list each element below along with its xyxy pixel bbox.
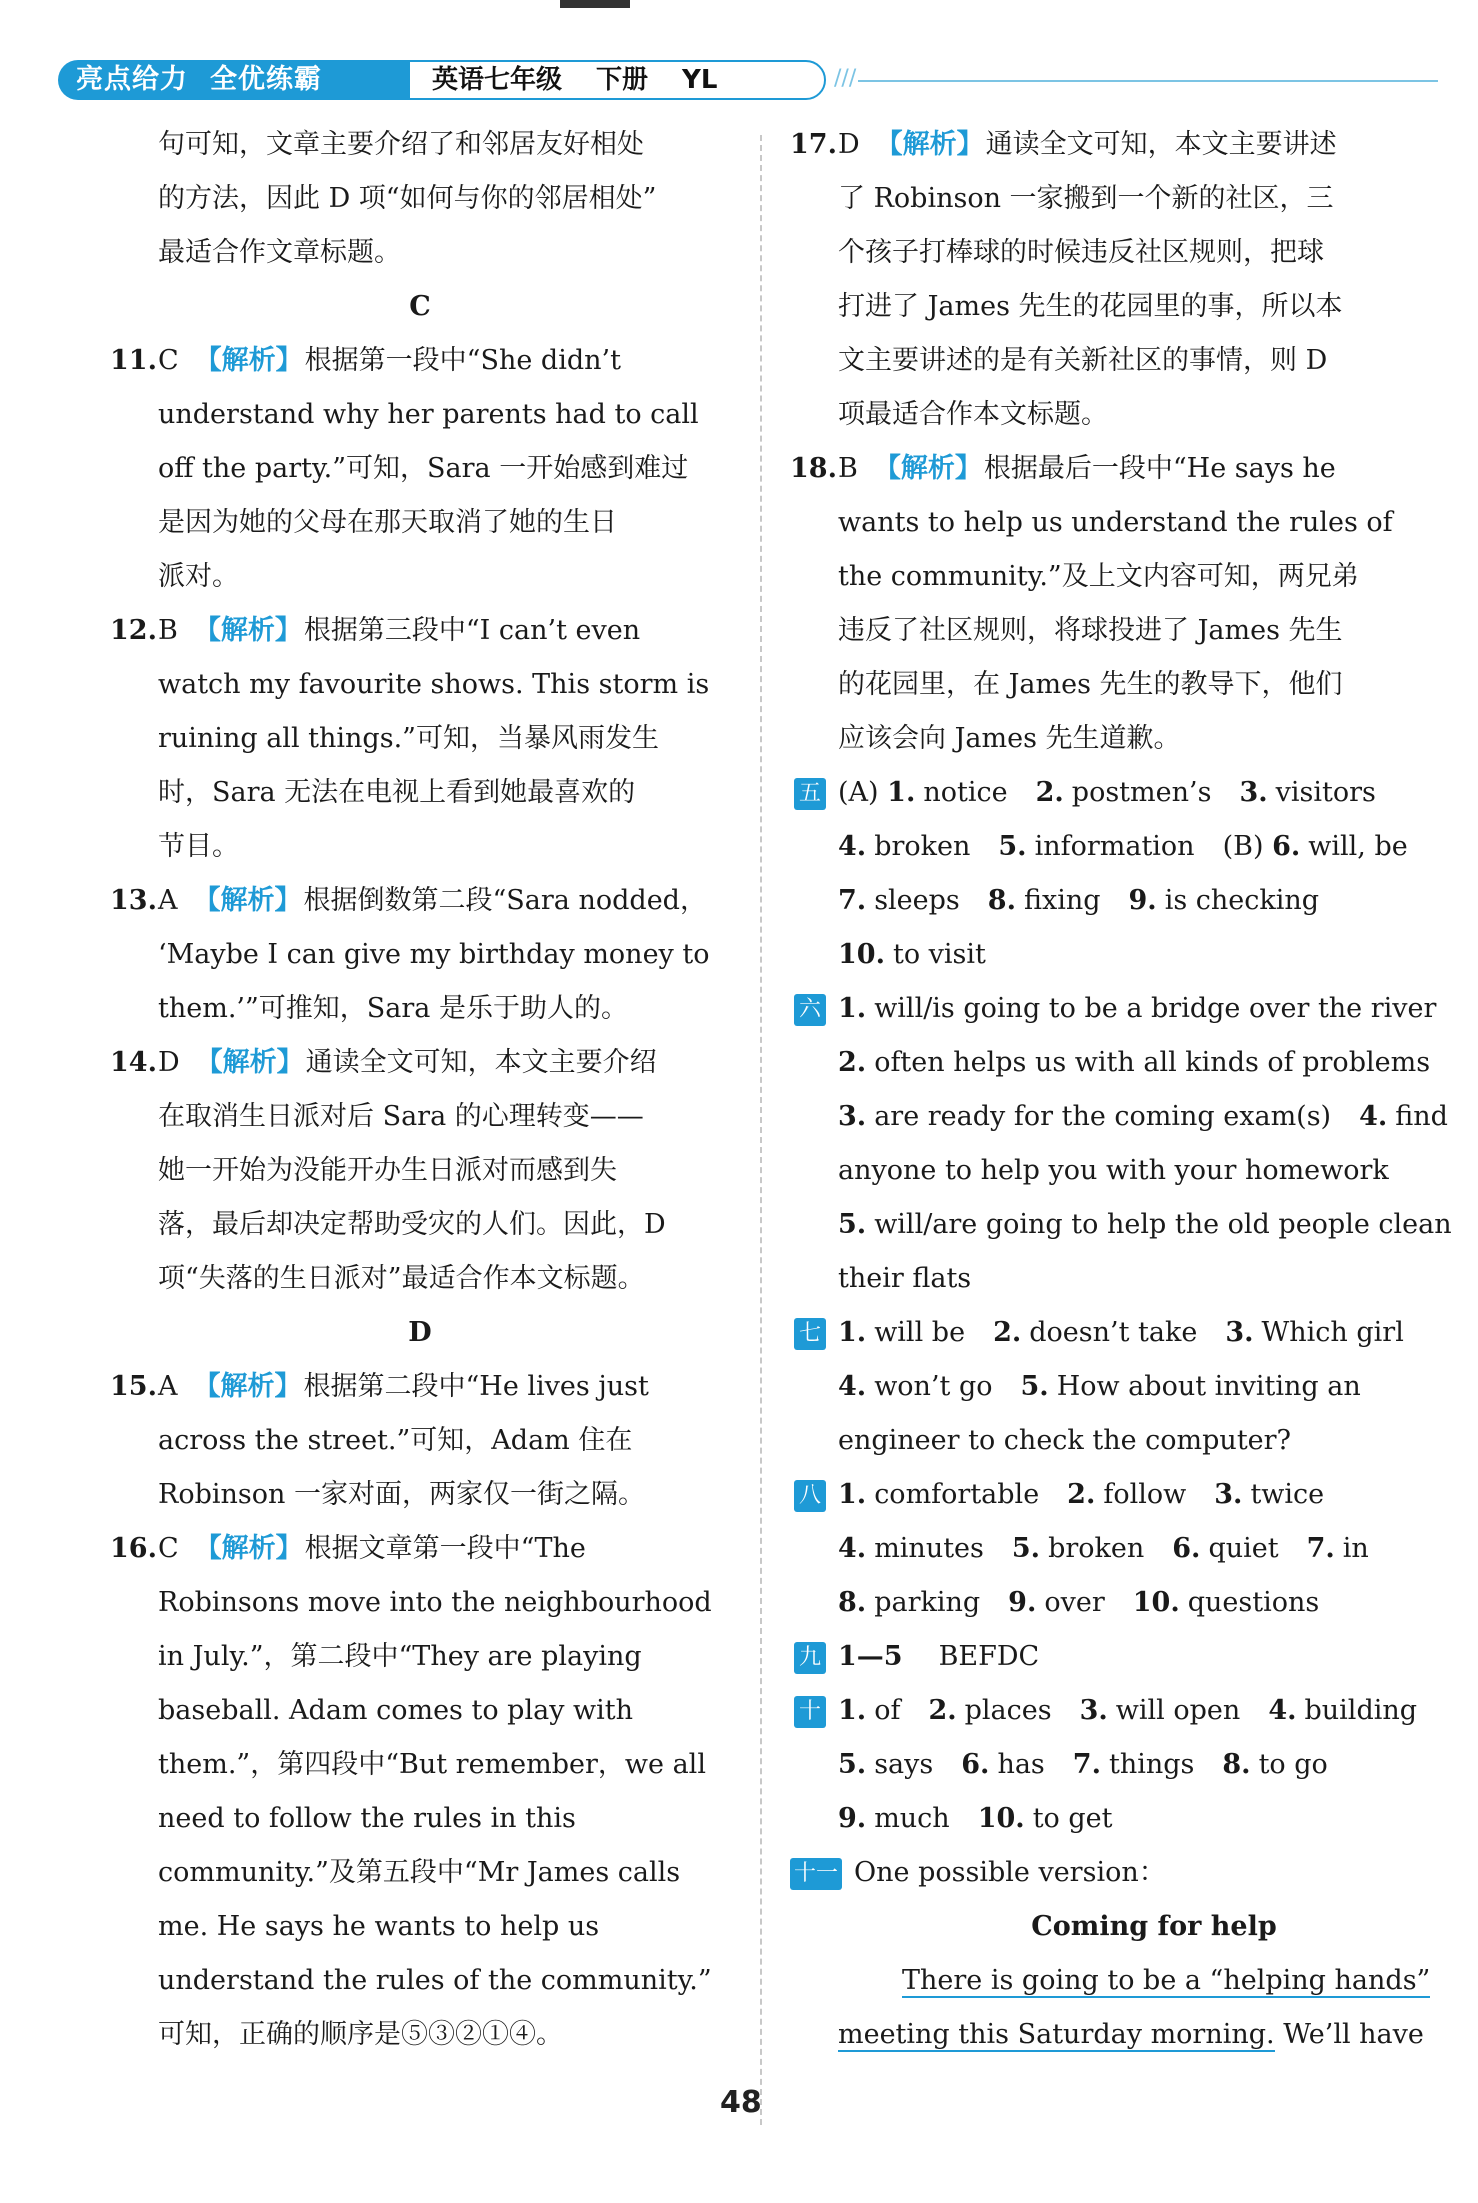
left-column bbox=[110, 118, 730, 2062]
answer-letter: D bbox=[838, 129, 860, 160]
section-11 bbox=[790, 1846, 1470, 1900]
part-label: (A) bbox=[838, 777, 879, 808]
essay-underlined-text: meeting this Saturday morning. bbox=[838, 2019, 1275, 2050]
item-answer: much bbox=[874, 1803, 950, 1834]
brand-banner bbox=[58, 60, 408, 100]
item-answer: things bbox=[1108, 1749, 1195, 1780]
item-number: 3. bbox=[1239, 777, 1268, 808]
item-answer: of bbox=[874, 1695, 901, 1726]
explanation-line: understand why her parents had to call bbox=[158, 399, 699, 430]
explanation-line: 节目。 bbox=[158, 831, 239, 862]
explanation-line: ruining all things.”可知，当暴风雨发生 bbox=[158, 723, 659, 754]
answer-letter: C bbox=[158, 1533, 179, 1564]
explanation-line: 落，最后却决定帮助受灾的人们。因此，D bbox=[158, 1209, 666, 1240]
column-divider bbox=[760, 135, 762, 2125]
explanation-line: 根据文章第一段中“The bbox=[304, 1533, 586, 1564]
essay-text: We’ll have bbox=[1274, 2019, 1424, 2050]
item-answer: visitors bbox=[1275, 777, 1376, 808]
explanation-line: 项最适合作本文标题。 bbox=[838, 399, 1108, 430]
item-number: 2. bbox=[993, 1317, 1022, 1348]
item-answer: broken bbox=[874, 831, 971, 862]
item-number: 9. bbox=[838, 1803, 867, 1834]
item-number: 5. bbox=[1020, 1371, 1049, 1402]
brand-title-2: 全优练霸 bbox=[210, 64, 322, 95]
item-answer: their flats bbox=[838, 1263, 972, 1294]
item-answer: comfortable bbox=[874, 1479, 1040, 1510]
section-heading-d: D bbox=[408, 1317, 432, 1348]
section-badge: 九 bbox=[794, 1642, 826, 1674]
question-number: 15. bbox=[110, 1371, 157, 1402]
explanation-line: in July.”，第二段中“They are playing bbox=[158, 1641, 642, 1672]
item-number: 4. bbox=[838, 831, 867, 862]
item-answer: to go bbox=[1258, 1749, 1328, 1780]
explanation-line: 文主要讲述的是有关新社区的事情，则 D bbox=[838, 345, 1328, 376]
section-8 bbox=[790, 1468, 1470, 1630]
item-answer: will open bbox=[1115, 1695, 1241, 1726]
item-number: 10. bbox=[977, 1803, 1025, 1834]
explanation-line: 根据第二段中“He lives just bbox=[303, 1371, 649, 1402]
item-answer: broken bbox=[1048, 1533, 1145, 1564]
item-answer: postmen’s bbox=[1071, 777, 1212, 808]
explanation-line: 通读全文可知，本文主要讲述 bbox=[985, 129, 1337, 160]
explanation-line: understand the rules of the community.” bbox=[158, 1965, 712, 1996]
explanation-line: 时，Sara 无法在电视上看到她最喜欢的 bbox=[158, 777, 636, 808]
item-number: 4. bbox=[1268, 1695, 1297, 1726]
item-answer: is checking bbox=[1164, 885, 1320, 916]
answer-item-18 bbox=[790, 442, 1470, 766]
item-range: 1—5 bbox=[838, 1641, 903, 1672]
item-answer: How about inviting an bbox=[1056, 1371, 1361, 1402]
intro-line: 的方法，因此 D 项“如何与你的邻居相处” bbox=[158, 183, 657, 214]
question-number: 13. bbox=[110, 885, 157, 916]
item-number: 10. bbox=[1132, 1587, 1180, 1618]
volume-label: 下册 bbox=[596, 65, 649, 95]
item-number: 4. bbox=[838, 1371, 867, 1402]
explanation-line: 根据第三段中“I can’t even bbox=[303, 615, 641, 646]
top-edge-mark bbox=[560, 0, 630, 8]
item-answer: in bbox=[1342, 1533, 1369, 1564]
item-number: 2. bbox=[838, 1047, 867, 1078]
answer-item-11 bbox=[110, 334, 730, 604]
item-answer: will/are going to help the old people clean bbox=[874, 1209, 1452, 1240]
page-header bbox=[58, 58, 1438, 104]
explanation-line: across the street.”可知，Adam 住在 bbox=[158, 1425, 633, 1456]
answer-letter: B bbox=[838, 453, 858, 484]
answer-letter: B bbox=[158, 615, 178, 646]
item-number: 9. bbox=[1128, 885, 1157, 916]
item-number: 9. bbox=[1008, 1587, 1037, 1618]
explanation-line: the community.”及上文内容可知，两兄弟 bbox=[838, 561, 1359, 592]
analysis-tag: 【解析】 bbox=[194, 1533, 303, 1564]
section-9 bbox=[790, 1630, 1470, 1684]
answer-letter: A bbox=[158, 885, 178, 916]
item-number: 7. bbox=[1306, 1533, 1335, 1564]
right-column bbox=[790, 118, 1470, 2062]
item-answer: will, be bbox=[1308, 831, 1408, 862]
section-badge: 五 bbox=[794, 778, 826, 810]
explanation-line: 根据第一段中“She didn’t bbox=[304, 345, 621, 376]
item-answer: fixing bbox=[1023, 885, 1101, 916]
answer-item-12 bbox=[110, 604, 730, 874]
item-answer: to visit bbox=[892, 939, 986, 970]
item-answer: engineer to check the computer? bbox=[838, 1425, 1292, 1456]
item-number: 3. bbox=[1079, 1695, 1108, 1726]
essay-body bbox=[790, 1954, 1470, 2062]
item-answer: over bbox=[1044, 1587, 1105, 1618]
item-number: 5. bbox=[838, 1209, 867, 1240]
question-number: 18. bbox=[790, 453, 837, 484]
explanation-line: them.’”可推知，Sara 是乐于助人的。 bbox=[158, 993, 628, 1024]
explanation-line: 通读全文可知，本文主要介绍 bbox=[305, 1047, 657, 1078]
item-number: 1. bbox=[838, 993, 867, 1024]
item-number: 8. bbox=[1222, 1749, 1251, 1780]
explanation-line: 她一开始为没能开办生日派对而感到失 bbox=[158, 1155, 617, 1186]
explanation-line: need to follow the rules in this bbox=[158, 1803, 576, 1834]
explanation-line: ‘Maybe I can give my birthday money to bbox=[158, 939, 710, 970]
section-badge: 七 bbox=[794, 1318, 826, 1350]
intro-line: 句可知，文章主要介绍了和邻居友好相处 bbox=[158, 129, 644, 160]
question-number: 17. bbox=[790, 129, 837, 160]
question-number: 12. bbox=[110, 615, 157, 646]
item-answer: often helps us with all kinds of problems bbox=[874, 1047, 1431, 1078]
item-answer: says bbox=[874, 1749, 934, 1780]
item-number: 8. bbox=[987, 885, 1016, 916]
explanation-line: 根据倒数第二段“Sara nodded， bbox=[303, 885, 707, 916]
item-number: 1. bbox=[838, 1317, 867, 1348]
section-7 bbox=[790, 1306, 1470, 1468]
item-number: 1. bbox=[887, 777, 916, 808]
essay-title: Coming for help bbox=[1031, 1911, 1277, 1942]
analysis-tag: 【解析】 bbox=[875, 129, 984, 160]
item-number: 7. bbox=[1072, 1749, 1101, 1780]
item-number: 8. bbox=[838, 1587, 867, 1618]
item-number: 4. bbox=[838, 1533, 867, 1564]
answer-item-13 bbox=[110, 874, 730, 1036]
section-badge: 六 bbox=[794, 994, 826, 1026]
item-number: 3. bbox=[838, 1101, 867, 1132]
item-number: 6. bbox=[961, 1749, 990, 1780]
item-answer: find bbox=[1395, 1101, 1448, 1132]
part-label: (B) bbox=[1222, 831, 1264, 862]
item-number: 4. bbox=[1359, 1101, 1388, 1132]
item-answer: parking bbox=[874, 1587, 981, 1618]
answer-item-14 bbox=[110, 1036, 730, 1306]
item-answer: anyone to help you with your homework bbox=[838, 1155, 1389, 1186]
explanation-line: 可知，正确的顺序是⑤③②①④。 bbox=[158, 2019, 563, 2050]
edition-label: YL bbox=[682, 65, 718, 95]
item-answer: quiet bbox=[1208, 1533, 1279, 1564]
item-answer: will/is going to be a bridge over the river bbox=[874, 993, 1437, 1024]
question-number: 11. bbox=[110, 345, 157, 376]
item-answer: places bbox=[964, 1695, 1052, 1726]
explanation-line: 项“失落的生日派对”最适合作本文标题。 bbox=[158, 1263, 645, 1294]
item-answer: information bbox=[1034, 831, 1195, 862]
explanation-line: 了 Robinson 一家搬到一个新的社区，三 bbox=[838, 183, 1334, 214]
item-number: 2. bbox=[1035, 777, 1064, 808]
item-number: 3. bbox=[1225, 1317, 1254, 1348]
item-number: 6. bbox=[1172, 1533, 1201, 1564]
item-number: 7. bbox=[838, 885, 867, 916]
explanation-line: 根据最后一段中“He says he bbox=[983, 453, 1336, 484]
item-number: 10. bbox=[838, 939, 885, 970]
question-number: 16. bbox=[110, 1533, 157, 1564]
section-badge: 八 bbox=[794, 1480, 826, 1512]
explanation-line: Robinsons move into the neighbourhood bbox=[158, 1587, 712, 1618]
explanation-line: 派对。 bbox=[158, 561, 239, 592]
item-answer: twice bbox=[1250, 1479, 1325, 1510]
item-answer: Which girl bbox=[1261, 1317, 1404, 1348]
subject-banner bbox=[408, 60, 826, 100]
explanation-line: watch my favourite shows. This storm is bbox=[158, 669, 710, 700]
analysis-tag: 【解析】 bbox=[195, 1047, 304, 1078]
item-answer: minutes bbox=[874, 1533, 984, 1564]
item-answer: will be bbox=[874, 1317, 966, 1348]
item-answer: sleeps bbox=[874, 885, 960, 916]
item-answer: has bbox=[997, 1749, 1045, 1780]
item-answer: building bbox=[1304, 1695, 1418, 1726]
answer-letter: A bbox=[158, 1371, 178, 1402]
brand-title-1: 亮点给力 bbox=[76, 64, 188, 95]
item-answer: to get bbox=[1032, 1803, 1113, 1834]
item-answer: BEFDC bbox=[938, 1641, 1040, 1672]
explanation-line: 打进了 James 先生的花园里的事，所以本 bbox=[838, 291, 1343, 322]
explanation-line: 个孩子打棒球的时候违反社区规则，把球 bbox=[838, 237, 1324, 268]
page-number: 48 bbox=[720, 2085, 762, 2120]
explanation-line: baseball. Adam comes to play with bbox=[158, 1695, 634, 1726]
item-number: 2. bbox=[1067, 1479, 1096, 1510]
analysis-tag: 【解析】 bbox=[194, 345, 303, 376]
section-6 bbox=[790, 982, 1470, 1306]
essay-intro: One possible version： bbox=[854, 1857, 1166, 1888]
item-number: 3. bbox=[1214, 1479, 1243, 1510]
header-ticks: /// bbox=[834, 66, 857, 91]
item-answer: are ready for the coming exam(s) bbox=[874, 1101, 1332, 1132]
explanation-line: 的花园里，在 James 先生的教导下，他们 bbox=[838, 669, 1343, 700]
item-number: 2. bbox=[928, 1695, 957, 1726]
analysis-tag: 【解析】 bbox=[193, 885, 302, 916]
explanation-line: me. He says he wants to help us bbox=[158, 1911, 600, 1942]
header-rule bbox=[858, 80, 1438, 82]
item-number: 1. bbox=[838, 1479, 867, 1510]
explanation-line: off the party.”可知，Sara 一开始感到难过 bbox=[158, 453, 689, 484]
item-answer: follow bbox=[1103, 1479, 1187, 1510]
section-5 bbox=[790, 766, 1470, 982]
explanation-line: 违反了社区规则，将球投进了 James 先生 bbox=[838, 615, 1343, 646]
section-badge: 十一 bbox=[790, 1858, 842, 1890]
answer-item-15 bbox=[110, 1360, 730, 1522]
analysis-tag: 【解析】 bbox=[873, 453, 982, 484]
section-badge: 十 bbox=[794, 1696, 826, 1728]
item-answer: doesn’t take bbox=[1029, 1317, 1198, 1348]
item-answer: questions bbox=[1187, 1587, 1320, 1618]
question-number: 14. bbox=[110, 1047, 157, 1078]
item-answer: won’t go bbox=[874, 1371, 993, 1402]
answer-letter: D bbox=[158, 1047, 180, 1078]
section-heading-c: C bbox=[409, 291, 431, 322]
item-number: 6. bbox=[1272, 831, 1301, 862]
subject-label: 英语七年级 bbox=[432, 65, 563, 95]
answer-item-16 bbox=[110, 1522, 730, 2062]
item-number: 5. bbox=[838, 1749, 867, 1780]
item-number: 5. bbox=[1011, 1533, 1041, 1564]
explanation-line: community.”及第五段中“Mr James calls bbox=[158, 1857, 681, 1888]
item-number: 1. bbox=[838, 1695, 867, 1726]
answer-item-17 bbox=[790, 118, 1470, 442]
essay-underlined-text: There is going to be a “helping hands” bbox=[902, 1965, 1431, 1996]
intro-paragraph bbox=[110, 118, 730, 280]
item-answer: notice bbox=[923, 777, 1008, 808]
explanation-line: 应该会向 James 先生道歉。 bbox=[838, 723, 1181, 754]
analysis-tag: 【解析】 bbox=[193, 1371, 302, 1402]
intro-line: 最适合作文章标题。 bbox=[158, 237, 401, 268]
explanation-line: Robinson 一家对面，两家仅一街之隔。 bbox=[158, 1479, 645, 1510]
item-number: 5. bbox=[998, 831, 1027, 862]
answer-letter: C bbox=[158, 345, 179, 376]
explanation-line: 是因为她的父母在那天取消了她的生日 bbox=[158, 507, 617, 538]
section-10 bbox=[790, 1684, 1470, 1846]
explanation-line: them.”，第四段中“But remember，we all bbox=[158, 1749, 706, 1780]
explanation-line: 在取消生日派对后 Sara 的心理转变—— bbox=[158, 1101, 644, 1132]
analysis-tag: 【解析】 bbox=[193, 615, 302, 646]
explanation-line: wants to help us understand the rules of bbox=[838, 507, 1393, 538]
